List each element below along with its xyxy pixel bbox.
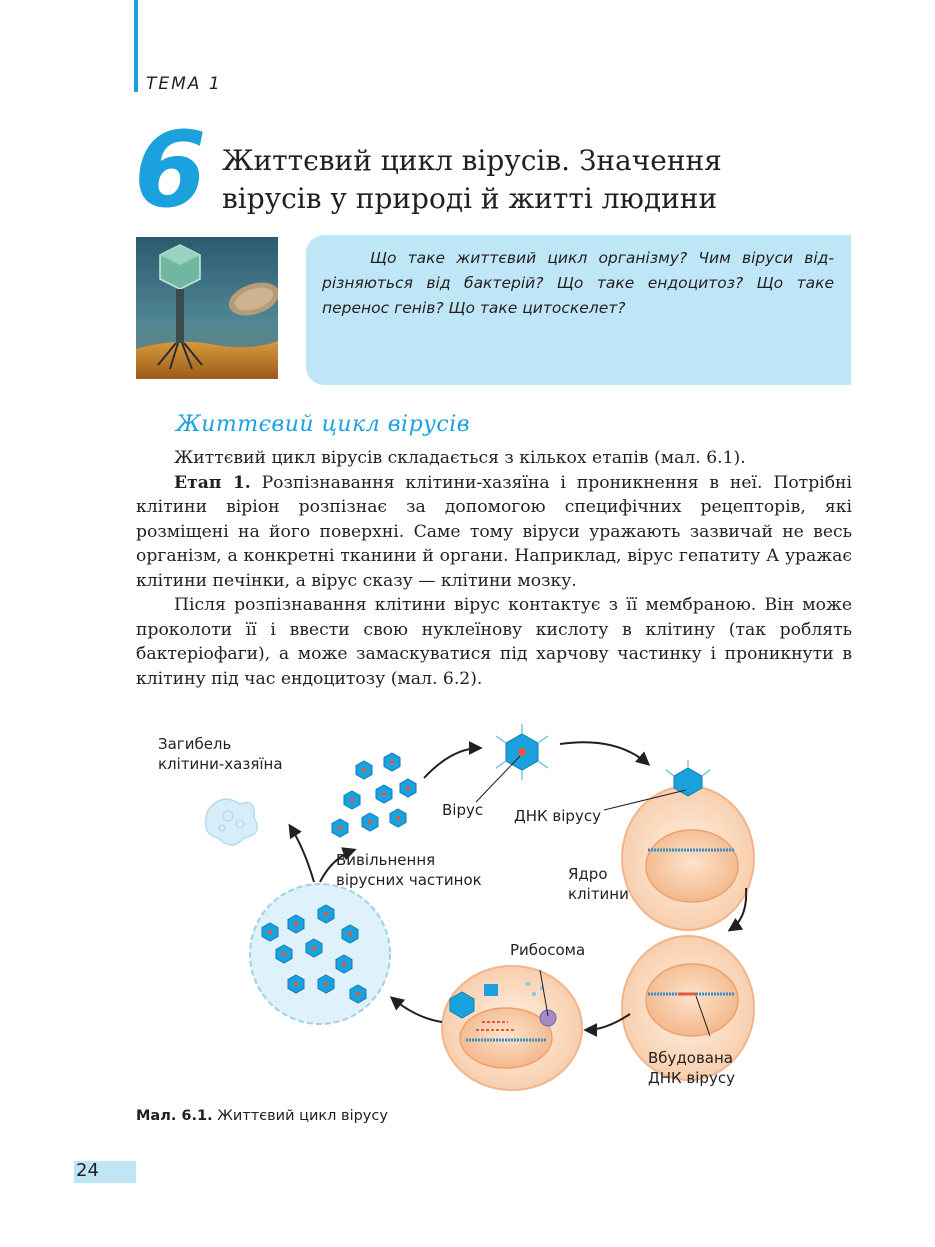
body-text-block-1 xyxy=(136,446,852,593)
nucleus-2 xyxy=(646,964,738,1036)
virus-life-cycle-figure xyxy=(136,718,852,1098)
label-virus: Вірус xyxy=(442,801,484,819)
intro-questions-text: Що таке життєвий цикл організму? Чим віруси відрізняються від бактерій? Що таке ендоцитоз? Що таке перенос генів? Що таке цитоскелет? xyxy=(322,249,834,317)
label-host-death: Загибель клітини-хазяїна xyxy=(158,735,283,773)
figure-caption-text: Життєвий цикл вірусу xyxy=(212,1108,388,1124)
nucleus-3 xyxy=(460,1008,552,1068)
label-ribosome: Рибосома xyxy=(510,941,586,959)
paragraph-2-text: Розпізнавання клітини-хазяїна і проникнення в неї. Потрібні клітини віріон розпізнає за допомогою специфічних рецепторів, які розміщені на його поверхні. Саме тому віруси уражають зазвичай не весь організм, а конкретні тканини й органи. Наприклад, вірус гепатиту А уражає клітини печінки, а вірус сказу — клітини мозку. xyxy=(136,472,852,591)
section-title: Життєвий цикл вірусів xyxy=(176,412,471,437)
page-number: 24 xyxy=(76,1160,99,1181)
label-integrated-dna: Вбудована ДНК вірусу xyxy=(648,1049,735,1087)
figure-caption-number: Мал. 6.1. xyxy=(136,1108,213,1124)
label-release: Вивільнення вірусних частинок xyxy=(336,851,482,889)
lesson-title-line-2: вірусів у природі й житті людини xyxy=(222,182,718,215)
lesson-title xyxy=(222,142,862,218)
lesson-title-line-1: Життєвий цикл вірусів. Значення xyxy=(222,144,722,177)
figure-caption xyxy=(136,1108,388,1124)
label-viral-dna: ДНК вірусу xyxy=(514,807,601,825)
paragraph-1: Життєвий цикл вірусів складається з кількох етапів (мал. 6.1). xyxy=(174,448,746,468)
paragraph-2 xyxy=(136,471,852,594)
dead-host-cell xyxy=(206,799,258,845)
paragraph-3: Після розпізнавання клітини вірус контактує з її мембраною. Він може проколоти її і ввести свою нуклеїнову кислоту в клітину (так роблять бактеріофаги), а може замаскуватися під харчову частинку і проникнути в клітину під час ендоцитозу (мал. 6.2). xyxy=(136,595,852,689)
bacteriophage-photo xyxy=(136,237,278,379)
released-virions-cluster xyxy=(332,753,416,837)
free-virus xyxy=(496,724,548,780)
side-accent-rule xyxy=(134,0,138,92)
topic-label: ТЕМА 1 xyxy=(146,74,222,94)
body-text-block-2 xyxy=(136,593,852,691)
label-nucleus: Ядро клітини xyxy=(568,865,629,903)
nucleus-1 xyxy=(646,830,738,902)
stage-1-label: Етап 1. xyxy=(174,472,251,493)
lesson-number: 6 xyxy=(134,109,207,231)
